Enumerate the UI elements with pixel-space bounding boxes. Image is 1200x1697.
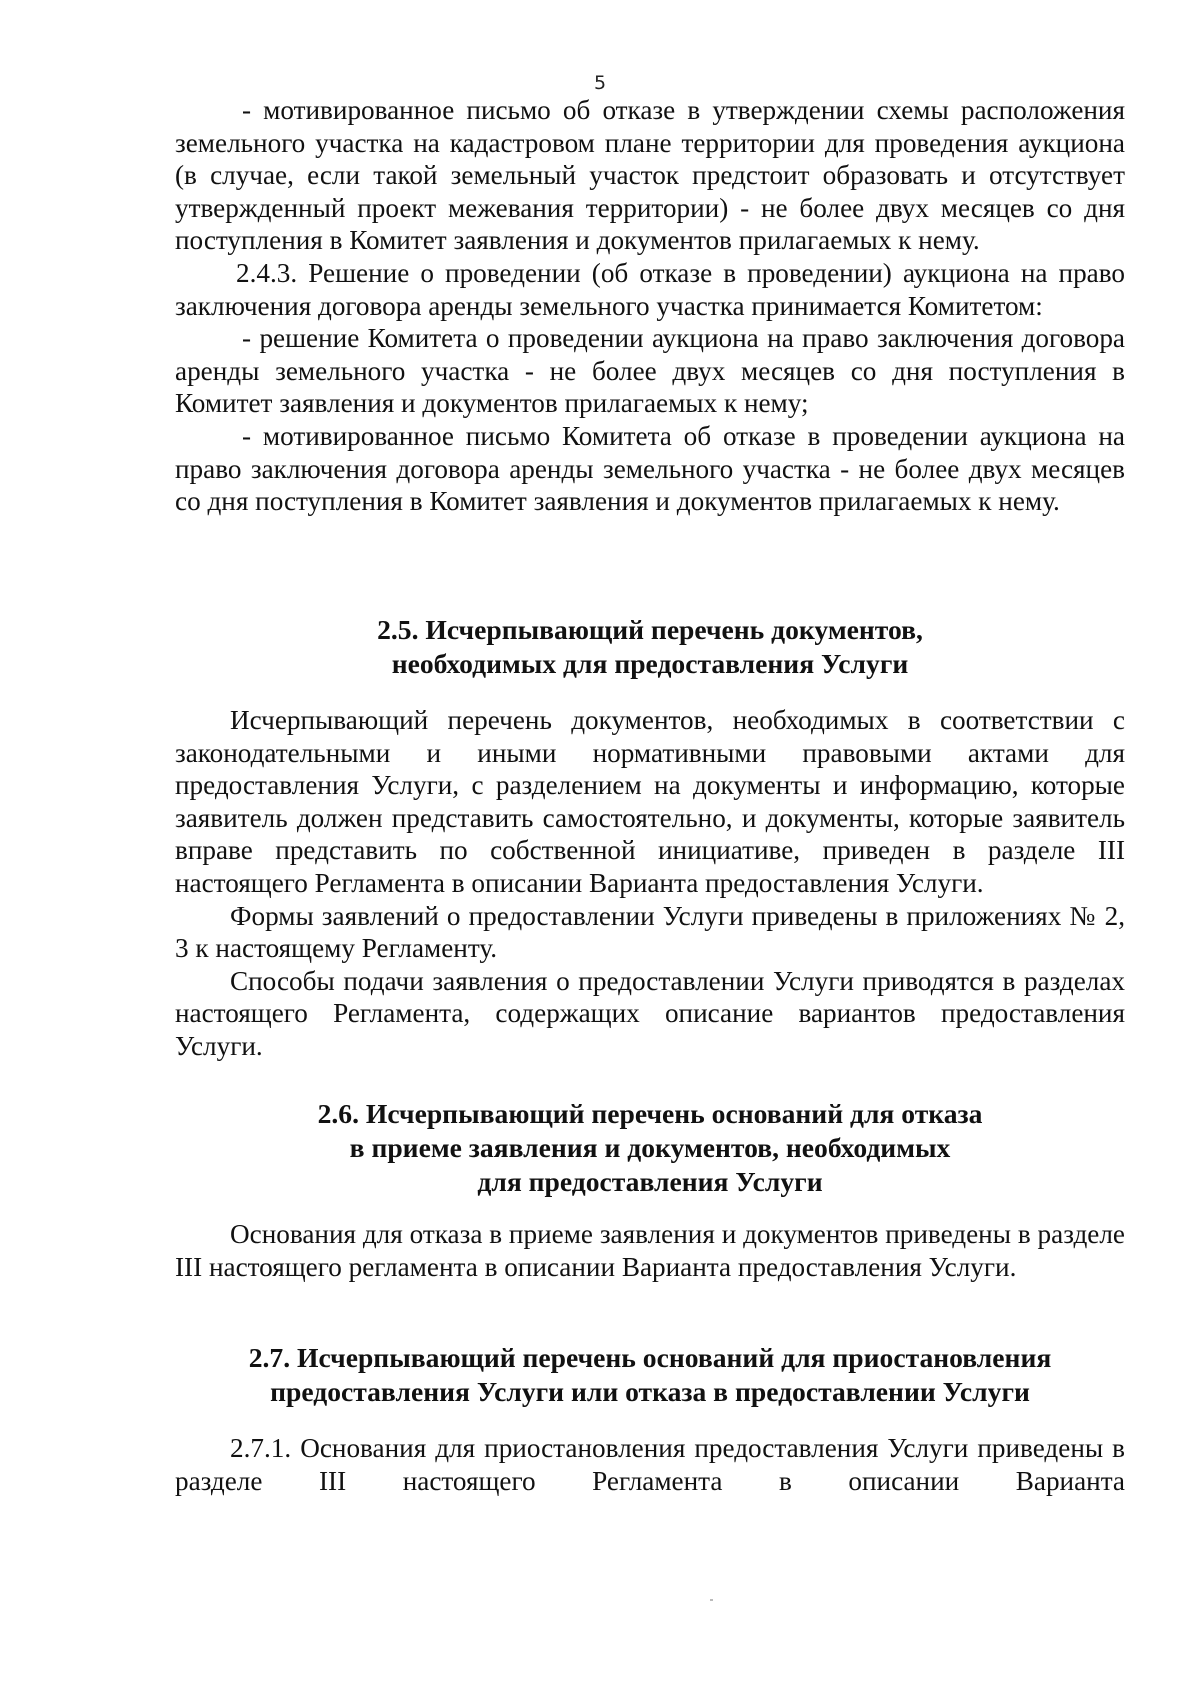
scan-speck xyxy=(710,1599,713,1601)
paragraph-2-7-1: 2.7.1. Основания для приостановления предоставления Услуги приведены в разделе III настоящего Регламента в описании Варианта xyxy=(175,1433,1125,1496)
section-2-7-heading-line1: 2.7. Исчерпывающий перечень оснований для приостановления xyxy=(248,1342,1052,1373)
page-number: 5 xyxy=(593,72,607,94)
section-2-5-heading xyxy=(175,613,1125,681)
paragraph-2-6-grounds: Основания для отказа в приеме заявления и документов приведены в разделе III настоящего регламента в описании Варианта предоставления Услуги. xyxy=(175,1219,1125,1282)
section-2-7-heading-line2: предоставления Услуги или отказа в предоставлении Услуги xyxy=(270,1376,1030,1407)
section-2-5-heading-line1: 2.5. Исчерпывающий перечень документов, xyxy=(377,614,923,645)
paragraph-committee-decision: - решение Комитета о проведении аукциона на право заключения договора аренды земельного участка - не более двух месяцев со дня поступления в Комитет заявления и документов прилагаемых к нему; xyxy=(175,323,1125,419)
paragraph-refusal-letter-auction: - мотивированное письмо Комитета об отказе в проведении аукциона на право заключения договора аренды земельного участка - не более двух месяцев со дня поступления в Комитет заявления и документов прилагаемых к нему. xyxy=(175,420,1125,517)
section-2-6-heading-line1: 2.6. Исчерпывающий перечень оснований для отказа xyxy=(317,1098,983,1129)
section-2-6-heading xyxy=(175,1097,1125,1199)
paragraph-2-5-list: Исчерпывающий перечень документов, необходимых в соответствии с законодательными и иными нормативными правовыми актами для предоставления Услуги, с разделением на документы и информацию, которые заявитель должен представить самостоятельно, и документы, которые заявитель вправе представить по собственной инициативе, приведен в разделе III настоящего Регламента в описании Варианта предоставления Услуги. xyxy=(175,705,1125,898)
section-2-6-heading-line3: для предоставления Услуги xyxy=(477,1166,823,1197)
section-2-5-body xyxy=(175,704,1125,1063)
section-2-6-heading-line2: в приеме заявления и документов, необходимых xyxy=(349,1132,951,1163)
section-2-7-heading xyxy=(175,1341,1125,1409)
intro-text-block xyxy=(175,94,1125,518)
section-2-6-body xyxy=(175,1218,1125,1283)
paragraph-2-4-3: 2.4.3. Решение о проведении (об отказе в проведении) аукциона на право заключения договора аренды земельного участка принимается Комитетом: xyxy=(175,257,1125,321)
paragraph-refusal-letter-scheme: - мотивированное письмо об отказе в утверждении схемы расположения земельного участка на кадастровом плане территории для проведения аукциона (в случае, если такой земельный участок предстоит образовать и отсутствует утвержденный проект межевания территории) - не более двух месяцев со дня поступления в Комитет заявления и документов прилагаемых к нему. xyxy=(175,95,1125,256)
paragraph-2-5-methods: Способы подачи заявления о предоставлении Услуги приводятся в разделах настоящего Регламента, содержащих описание вариантов предоставления Услуги. xyxy=(175,965,1125,1061)
paragraph-2-5-forms: Формы заявлений о предоставлении Услуги приведены в приложениях № 2, 3 к настоящему Регламенту. xyxy=(175,900,1125,964)
section-2-7-body xyxy=(175,1432,1125,1497)
section-2-5-heading-line2: необходимых для предоставления Услуги xyxy=(391,648,909,679)
